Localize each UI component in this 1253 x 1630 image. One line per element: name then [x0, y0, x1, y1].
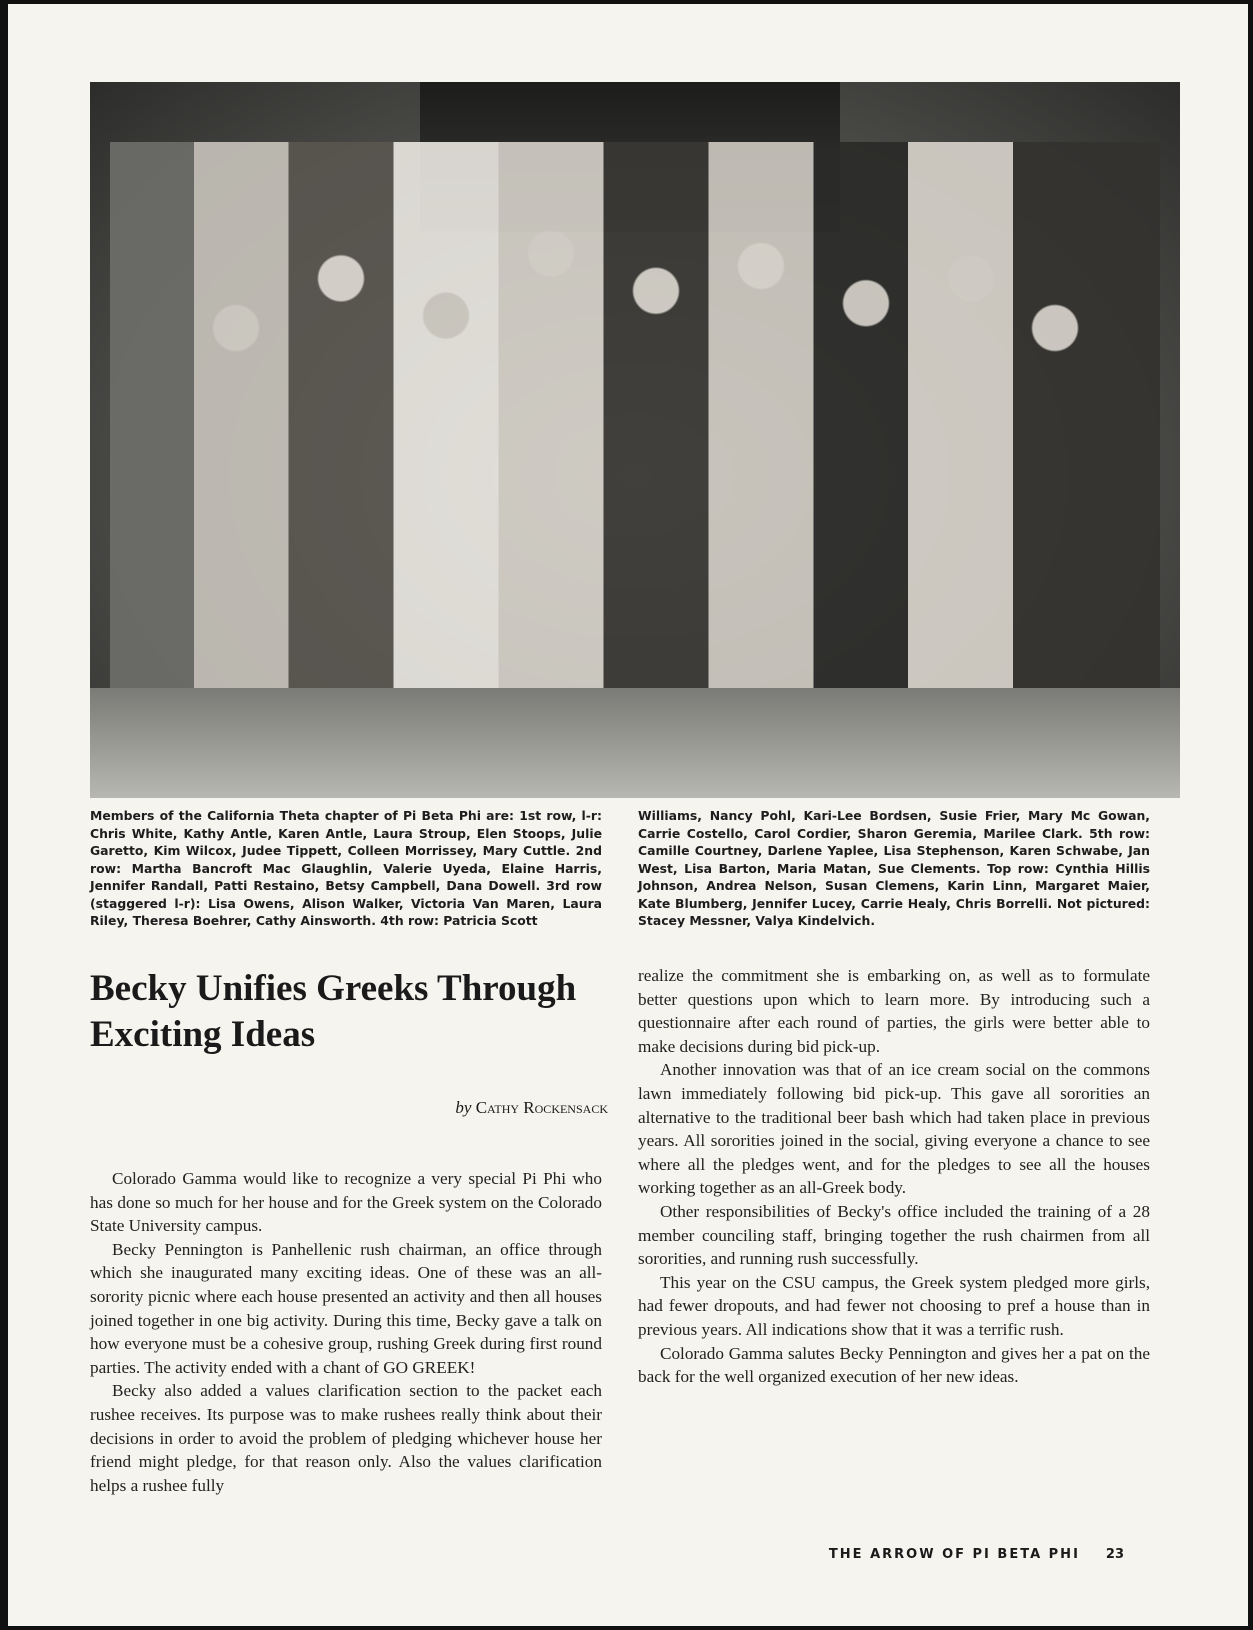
article-column-right: [638, 964, 1150, 1389]
photo-group-of-women: [110, 142, 1160, 762]
article-paragraph: Becky Pennington is Panhellenic rush chairman, an office through which she inaugurated many exciting ideas. One of these was an all-sorority picnic where each house presented an activity and then all houses joined together in one big activity. During this time, Becky gave a talk on how everyone must be a cohesive group, rushing Greek during first round parties. The activity ended with a chant of GO GREEK!: [90, 1239, 602, 1377]
article-title: Becky Unifies Greeks Through Exciting Ideas: [90, 968, 577, 1055]
article-paragraph: realize the commitment she is embarking on, as well as to formulate better questions upon which to learn more. By introducing such a questionnaire after each round of parties, the girls were better able to make decisions during bid pick-up.: [638, 966, 1150, 1056]
article-column-left: [90, 1167, 602, 1497]
photo-caption-right: Williams, Nancy Pohl, Kari-Lee Bordsen, Susie Frier, Mary Mc Gowan, Carrie Costello, Carol Cordier, Sharon Geremia, Marilee Clark. 5th row: Camille Courtney, Darlene Yaplee, Lisa Stephenson, Karen Schwabe, Jan West, Lisa Barton, Maria Matan, Sue Clements. Top row: Cynthia Hillis Johnson, Andrea Nelson, Susan Clemens, Karin Linn, Margaret Maier, Kate Blumberg, Jennifer Lucey, Carrie Healy, Chris Borrelli. Not pictured: Stacey Messner, Valya Kindelvich.: [638, 808, 1150, 928]
article-paragraph: Colorado Gamma would like to recognize a very special Pi Phi who has done so much for her house and for the Greek system on the Colorado State University campus.: [90, 1169, 602, 1236]
article-paragraph: Another innovation was that of an ice cream social on the commons lawn immediately following bid pick-up. This gave all sororities an alternative to the traditional beer bash which had taken place in previous years. All sororities joined in the social, giving everyone a chance to see where all the pledges went, and for the pledges to see all the houses working together as an all-Greek body.: [638, 1060, 1150, 1198]
article-paragraph: This year on the CSU campus, the Greek system pledged more girls, had fewer dropouts, and had fewer not choosing to pref a house than in previous years. All indications show that it was a terrific rush.: [638, 1272, 1150, 1339]
article-paragraph: Becky also added a values clarification section to the packet each rushee receives. Its purpose was to make rushees really think about their decisions in order to avoid the problem of pledging whichever house her friend might pledge, for that reason only. Also the values clarification helps a rushee fully: [90, 1381, 602, 1495]
group-photo: [90, 82, 1180, 798]
magazine-page: [8, 4, 1248, 1626]
photo-steps: [90, 688, 1180, 798]
photo-caption-left: Members of the California Theta chapter of Pi Beta Phi are: 1st row, l-r: Chris White, Kathy Antle, Karen Antle, Laura Stroup, Elen Stoops, Julie Garetto, Kim Wilcox, Judee Tippett, Colleen Morrissey, Mary Cuttle. 2nd row: Martha Bancroft Mac Glaughlin, Valerie Uyeda, Elaine Harris, Jennifer Randall, Patti Restaino, Betsy Campbell, Dana Dowell. 3rd row (staggered l-r): Lisa Owens, Alison Walker, Victoria Van Maren, Laura Riley, Theresa Boehrer, Cathy Ainsworth. 4th row: Patricia Scott: [90, 808, 602, 928]
publication-name: THE ARROW OF PI BETA PHI: [828, 1547, 1080, 1562]
byline-author: Cathy Rockensack: [475, 1098, 608, 1117]
page-footer: [829, 1547, 1124, 1562]
byline-by: by: [455, 1098, 472, 1117]
article-byline: [368, 1098, 608, 1118]
page-number: 23: [1105, 1547, 1124, 1562]
article-paragraph: Colorado Gamma salutes Becky Pennington and gives her a pat on the back for the well organized execution of her new ideas.: [638, 1343, 1150, 1387]
article-paragraph: Other responsibilities of Becky's office included the training of a 28 member counciling staff, bringing together the rush chairmen from all sororities, and running rush successfully.: [638, 1201, 1150, 1269]
